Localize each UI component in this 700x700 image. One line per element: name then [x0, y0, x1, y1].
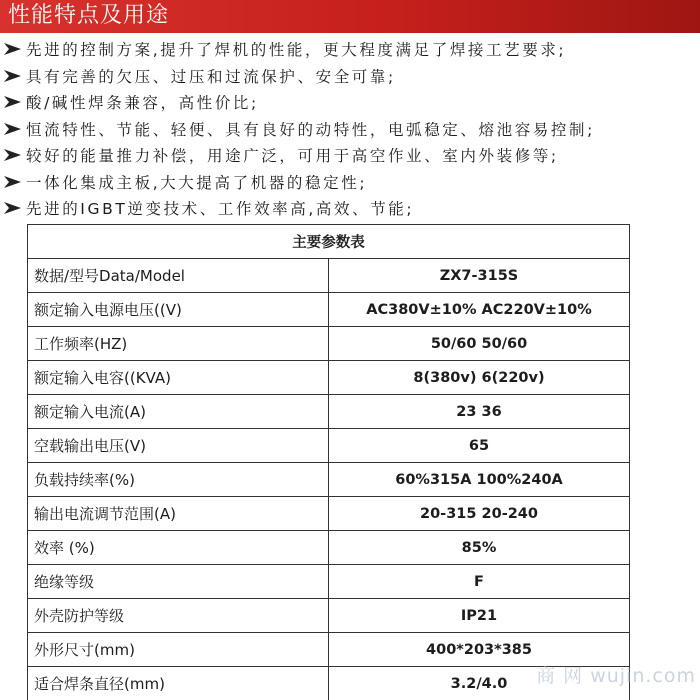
table-row	[28, 531, 630, 565]
feature-text: 先进的IGBT逆变技术、工作效率高,高效、节能;	[26, 200, 415, 219]
feature-text: 先进的控制方案,提升了焊机的性能，更大程度满足了焊接工艺要求;	[26, 41, 567, 60]
table-row	[28, 395, 630, 429]
param-value: 3.2/4.0	[329, 667, 630, 700]
param-value: ZX7-315S	[329, 259, 630, 293]
param-value: 23 36	[329, 395, 630, 429]
param-value: 60%315A 100%240A	[329, 463, 630, 497]
feature-item	[4, 89, 696, 116]
table-row	[28, 463, 630, 497]
param-label: 效率 (%)	[28, 531, 329, 565]
arrow-bullet-icon	[4, 123, 26, 135]
table-row	[28, 599, 630, 633]
param-value: IP21	[329, 599, 630, 633]
param-label: 额定输入电流(A)	[28, 395, 329, 429]
section-title: 性能特点及用途	[8, 3, 170, 28]
parameter-table	[27, 224, 630, 700]
feature-text: 一体化集成主板,大大提高了机器的稳定性;	[26, 173, 368, 192]
feature-text: 具有完善的欠压、过压和过流保护、安全可靠;	[26, 67, 396, 86]
param-label: 工作频率(HZ)	[28, 327, 329, 361]
param-value: 8(380v) 6(220v)	[329, 361, 630, 395]
arrow-bullet-icon	[4, 202, 26, 214]
table-row	[28, 293, 630, 327]
param-label: 额定输入电容((KVA)	[28, 361, 329, 395]
arrow-bullet-icon	[4, 96, 26, 108]
feature-item	[4, 36, 696, 63]
param-value: F	[329, 565, 630, 599]
arrow-bullet-icon	[4, 70, 26, 82]
table-row	[28, 429, 630, 463]
table-row	[28, 327, 630, 361]
feature-item	[4, 169, 696, 196]
section-banner	[0, 0, 700, 33]
param-label: 绝缘等级	[28, 565, 329, 599]
param-value: 20-315 20-240	[329, 497, 630, 531]
param-label: 空载输出电压(V)	[28, 429, 329, 463]
table-row	[28, 361, 630, 395]
arrow-bullet-icon	[4, 176, 26, 188]
feature-item	[4, 195, 696, 222]
param-value: 65	[329, 429, 630, 463]
table-row	[28, 259, 630, 293]
param-label: 外形尺寸(mm)	[28, 633, 329, 667]
param-value: 50/60 50/60	[329, 327, 630, 361]
param-label: 额定输入电源电压((V)	[28, 293, 329, 327]
arrow-bullet-icon	[4, 43, 26, 55]
param-label: 数据/型号Data/Model	[28, 259, 329, 293]
param-label: 负载持续率(%)	[28, 463, 329, 497]
table-row	[28, 565, 630, 599]
table-title: 主要参数表	[28, 225, 630, 259]
feature-text: 酸/碱性焊条兼容，高性价比;	[26, 94, 259, 113]
arrow-bullet-icon	[4, 149, 26, 161]
feature-text: 恒流特性、节能、轻便、具有良好的动特性，电弧稳定、熔池容易控制;	[26, 120, 595, 139]
feature-item	[4, 63, 696, 90]
site-watermark: 商 网 wujin.com	[536, 665, 696, 687]
feature-text: 较好的能量推力补偿，用途广泛，可用于高空作业、室内外装修等;	[26, 147, 559, 166]
param-label: 适合焊条直径(mm)	[28, 667, 329, 700]
param-value: 400*203*385	[329, 633, 630, 667]
feature-item	[4, 142, 696, 169]
param-value: AC380V±10% AC220V±10%	[329, 293, 630, 327]
table-row	[28, 497, 630, 531]
param-label: 外壳防护等级	[28, 599, 329, 633]
feature-list	[4, 36, 696, 222]
table-header-row	[28, 225, 630, 259]
param-value: 85%	[329, 531, 630, 565]
param-label: 输出电流调节范围(A)	[28, 497, 329, 531]
feature-item	[4, 116, 696, 143]
